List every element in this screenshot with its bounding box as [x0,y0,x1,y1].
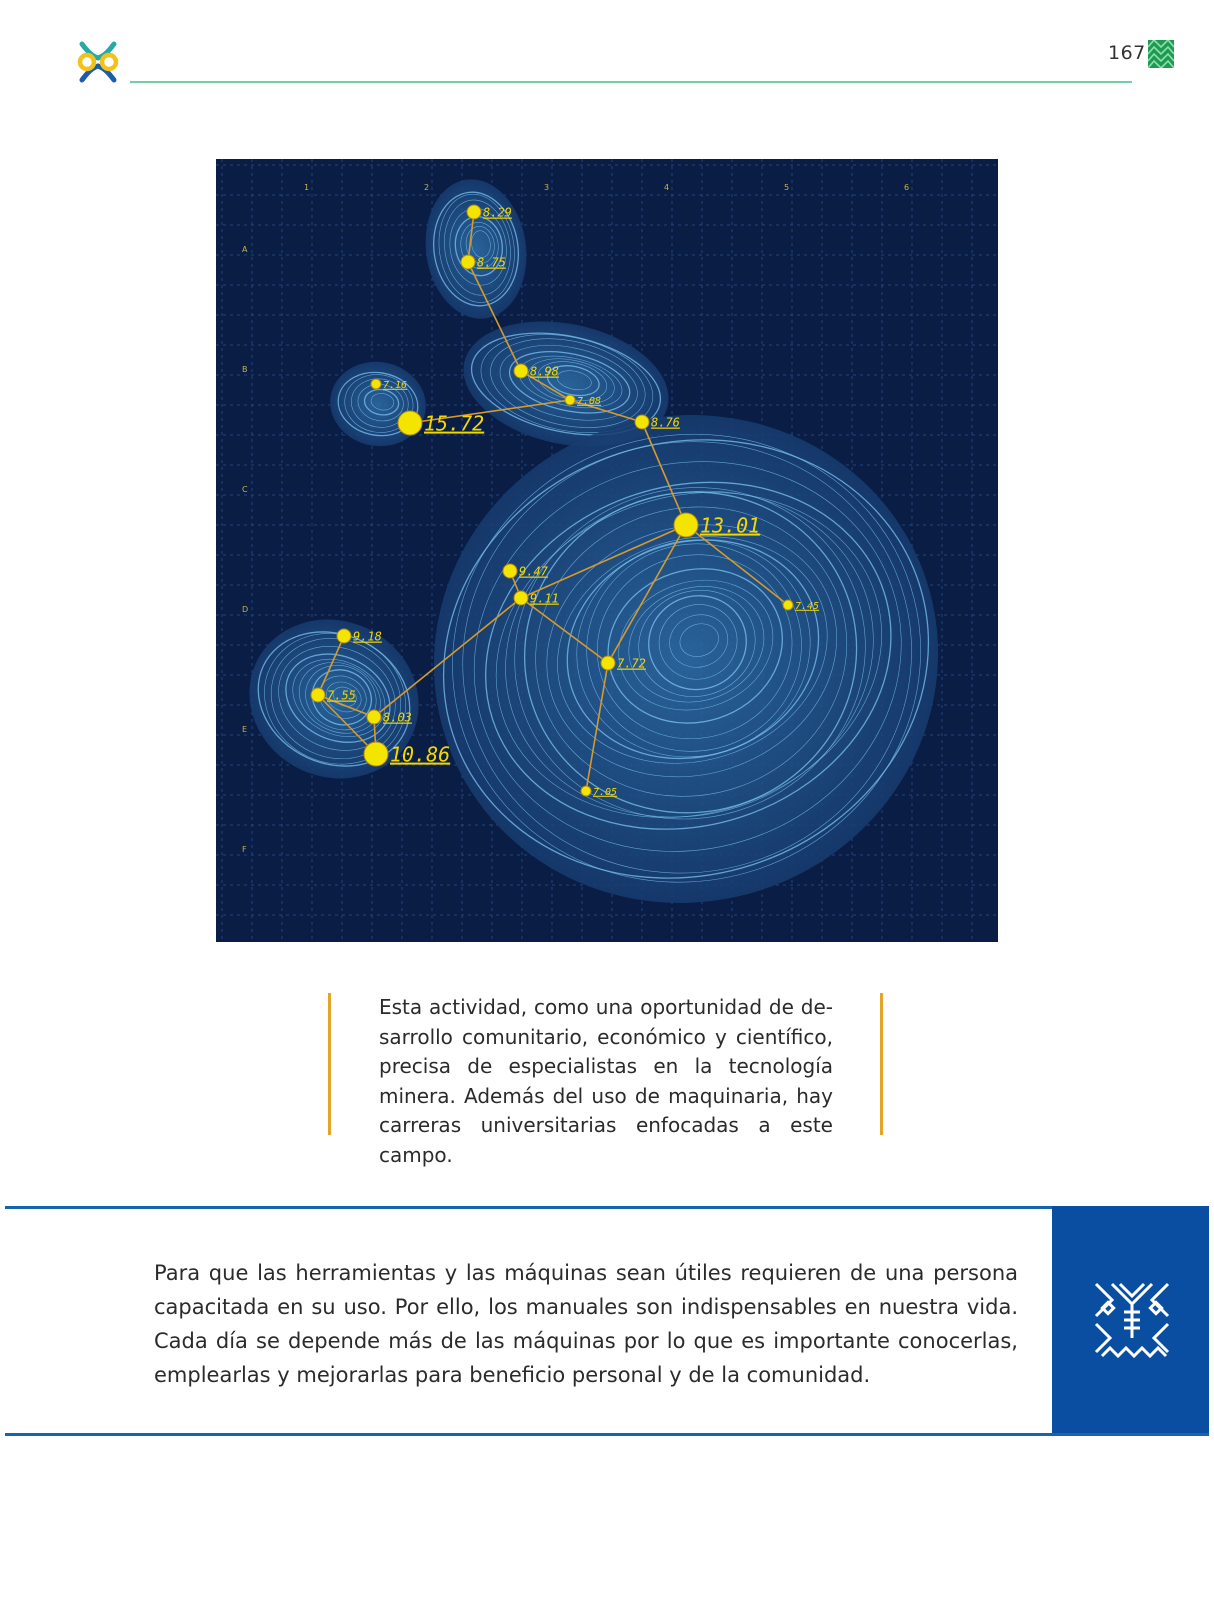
grid-row-label: C [242,485,248,494]
map-point [674,513,698,537]
map-point [371,379,381,389]
map-point [503,564,517,578]
page-number: 167 [1108,42,1146,64]
map-point-label: 8.98 [530,364,559,379]
map-point [635,415,649,429]
info-rule-bottom [5,1433,1209,1436]
grid-column-label: 2 [424,183,430,192]
caption-bar-right [880,993,883,1135]
map-point-label: 8.29 [483,205,512,220]
info-paragraph: Para que las herramientas y las máquinas sean útiles requieren de una persona capacitada en su uso. Por ello, los manuales son indispensables en nuestra vida. Cada día se depende más de las máquinas por lo que es importante conocerlas, emplearlas y mejorarlas para beneficio personal y de la comunidad. [154,1261,1018,1387]
map-point [514,591,528,605]
map-point [364,742,388,766]
map-point-label: 7.55 [327,688,356,703]
map-point-label: 9.18 [353,629,382,644]
map-point-label: 9.11 [530,591,559,606]
map-point-label: 8.76 [651,415,680,430]
map-point-label: 13.01 [700,513,761,538]
grid-column-label: 1 [304,183,310,192]
topographic-map-svg [216,159,998,942]
caption-bar-left [328,993,331,1135]
map-point [311,688,325,702]
header-rule [130,81,1132,83]
map-point [461,255,475,269]
map-point [601,656,615,670]
map-point [467,205,481,219]
grid-row-label: E [242,725,248,734]
map-point-label: 7.45 [795,600,820,612]
grid-row-label: A [242,245,248,254]
caption-text: Esta actividad, como una oportunidad de desarrollo comunitario, económico y científico, precisa de especialistas en la tecnología minera. Además del uso de maquinaria, hay carreras universitarias enfocadas a este campo. [379,995,833,1167]
map-point [367,710,381,724]
grid-column-label: 4 [664,183,670,192]
map-point-label: 15.72 [424,411,485,436]
map-point-label: 7.16 [383,379,408,391]
map-point-label: 9.47 [519,564,548,579]
grid-column-label: 6 [904,183,910,192]
map-point-label: 8.75 [477,255,506,270]
map-point [514,364,528,378]
map-point [398,411,422,435]
map-point-label: 7.08 [577,395,602,407]
green-textile-pattern-icon [1148,40,1174,68]
grid-row-label: B [242,365,248,374]
map-point-label: 7.05 [593,786,618,798]
white-textile-pattern-icon [1094,1280,1170,1360]
map-point [783,600,793,610]
grid-column-label: 3 [544,183,550,192]
map-point-label: 8.03 [383,710,412,725]
grid-column-label: 5 [784,183,790,192]
grid-row-label: F [242,845,247,854]
map-point [581,786,591,796]
map-point-label: 10.86 [390,742,451,767]
interlocking-figures-logo-icon [74,38,122,86]
info-rule-top [5,1206,1209,1209]
grid-row-label: D [242,605,249,614]
map-point-label: 7.72 [617,656,646,671]
map-point [337,629,351,643]
topographic-map [216,159,998,942]
map-point [565,395,575,405]
info-badge [1052,1206,1209,1436]
caption-box [328,993,883,1167]
